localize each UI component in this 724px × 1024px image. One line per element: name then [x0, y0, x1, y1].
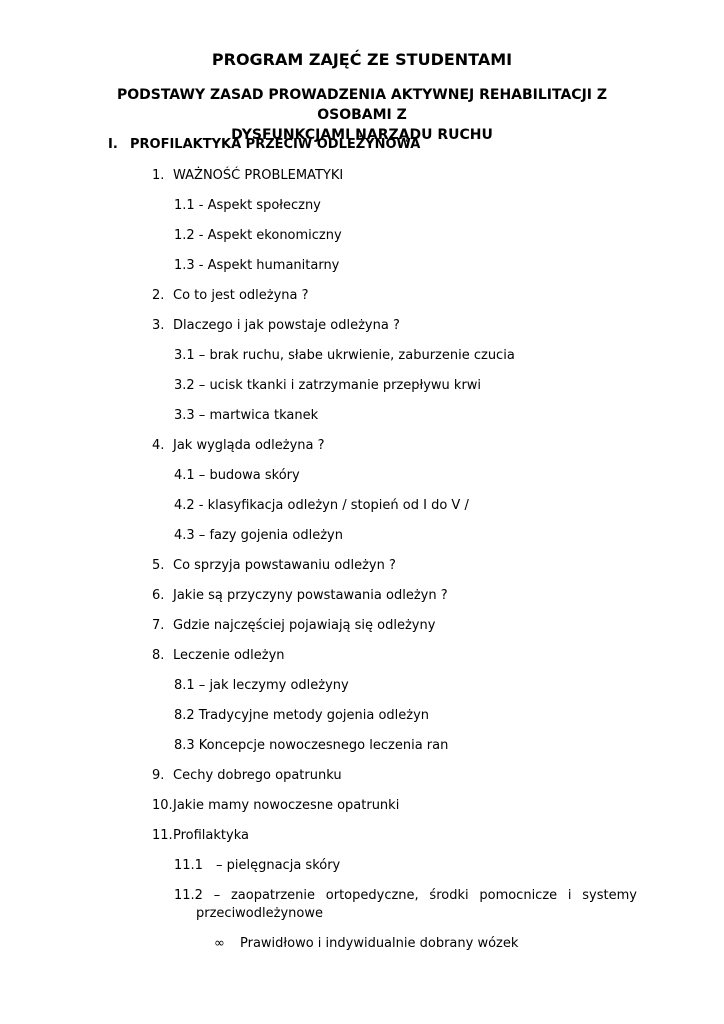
- list-item-number: 6.: [152, 588, 165, 603]
- sub-list-item: 3.3 – martwica tkanek: [174, 408, 319, 423]
- list-item: [152, 647, 285, 665]
- list-item-number: 4.: [152, 438, 165, 453]
- infinity-bullet-icon: ∞: [214, 936, 225, 951]
- sub-list-item-text: – pielęgnacja skóry: [216, 858, 341, 873]
- word: ortopedyczne,: [325, 888, 419, 903]
- list-item: [152, 557, 396, 575]
- sub-list-item: 3.2 – ucisk tkanki i zatrzymanie przepływu krwi: [174, 378, 482, 393]
- word: pomocnicze: [479, 888, 558, 903]
- sub-list-item: 1.3 - Aspekt humanitarny: [174, 258, 340, 273]
- justified-line: [174, 887, 637, 905]
- sub-list-item: 4.1 – budowa skóry: [174, 468, 300, 483]
- word: środki: [429, 888, 469, 903]
- sub-list-item-number: 11.1: [174, 858, 203, 873]
- list-item-text: Jakie mamy nowoczesne opatrunki: [173, 798, 400, 813]
- list-item-number: 2.: [152, 288, 165, 303]
- word: 11.2: [174, 888, 203, 903]
- list-item: [152, 317, 400, 335]
- section-label: PROFILAKTYKA PRZECIW ODLEŻYNOWA: [130, 137, 421, 152]
- subtitle-line-1: PODSTAWY ZASAD PROWADZENIA AKTYWNEJ REHABILITACJI Z OSOBAMI Z: [116, 87, 608, 123]
- sub-list-item-justified: [174, 887, 637, 923]
- list-item-text: WAŻNOŚĆ PROBLEMATYKI: [173, 168, 344, 183]
- word: systemy: [582, 888, 637, 903]
- list-item-text: Cechy dobrego opatrunku: [173, 768, 342, 783]
- list-item-number: 7.: [152, 618, 165, 633]
- sub-list-item: 1.1 - Aspekt społeczny: [174, 198, 321, 213]
- sub-list-item: 4.2 - klasyfikacja odleżyn / stopień od I do V /: [174, 498, 469, 513]
- list-item-text: Jak wygląda odleżyna ?: [173, 438, 325, 453]
- list-item-text: Gdzie najczęściej pojawiają się odleżyny: [173, 618, 436, 633]
- sub-list-item: 3.1 – brak ruchu, słabe ukrwienie, zaburzenie czucia: [174, 348, 515, 363]
- sub-list-item: 8.1 – jak leczymy odleżyny: [174, 678, 349, 693]
- list-item: [152, 767, 342, 785]
- list-item: [152, 167, 343, 185]
- list-item: [152, 827, 249, 845]
- continuation-line: przeciwodleżynowe: [196, 906, 323, 921]
- word: –: [213, 888, 221, 903]
- list-item-text: Co to jest odleżyna ?: [173, 288, 309, 303]
- list-item: [152, 587, 448, 605]
- document-subtitle: [84, 85, 640, 145]
- page-title: PROGRAM ZAJĘĆ ZE STUDENTAMI: [211, 50, 513, 69]
- list-item-text: Jakie są przyczyny powstawania odleżyn ?: [173, 588, 448, 603]
- sub-list-item: 1.2 - Aspekt ekonomiczny: [174, 228, 342, 243]
- bullet-list-item: [214, 935, 518, 953]
- list-item-number: 1.: [152, 168, 165, 183]
- list-item-text: Profilaktyka: [173, 828, 249, 843]
- list-item: [152, 797, 399, 815]
- list-item-number: 8.: [152, 648, 165, 663]
- list-item-number: 5.: [152, 558, 165, 573]
- list-item-text: Leczenie odleżyn: [173, 648, 285, 663]
- list-item: [152, 437, 325, 455]
- list-item-number: 11.: [152, 828, 173, 843]
- section-heading: [108, 137, 420, 152]
- list-item-number: 3.: [152, 318, 165, 333]
- list-item: [152, 287, 309, 305]
- sub-list-item: 8.2 Tradycyjne metody gojenia odleżyn: [174, 708, 430, 723]
- subtitle-line-2: DYSFUNKCJAMI NARZĄDU RUCHU: [231, 127, 493, 143]
- sub-list-item: 4.3 – fazy gojenia odleżyn: [174, 528, 343, 543]
- list-item-text: Dlaczego i jak powstaje odleżyna ?: [173, 318, 400, 333]
- sub-list-item: [174, 857, 340, 875]
- bullet-item-text: Prawidłowo i indywidualnie dobrany wózek: [240, 936, 519, 951]
- list-item: [152, 617, 435, 635]
- list-item-text: Co sprzyja powstawaniu odleżyn ?: [173, 558, 396, 573]
- word: zaopatrzenie: [230, 888, 316, 903]
- list-item-number: 9.: [152, 768, 165, 783]
- section-number: I.: [108, 137, 118, 152]
- list-item-number: 10.: [152, 798, 173, 813]
- sub-list-item: 8.3 Koncepcje nowoczesnego leczenia ran: [174, 738, 449, 753]
- word: i: [567, 888, 572, 903]
